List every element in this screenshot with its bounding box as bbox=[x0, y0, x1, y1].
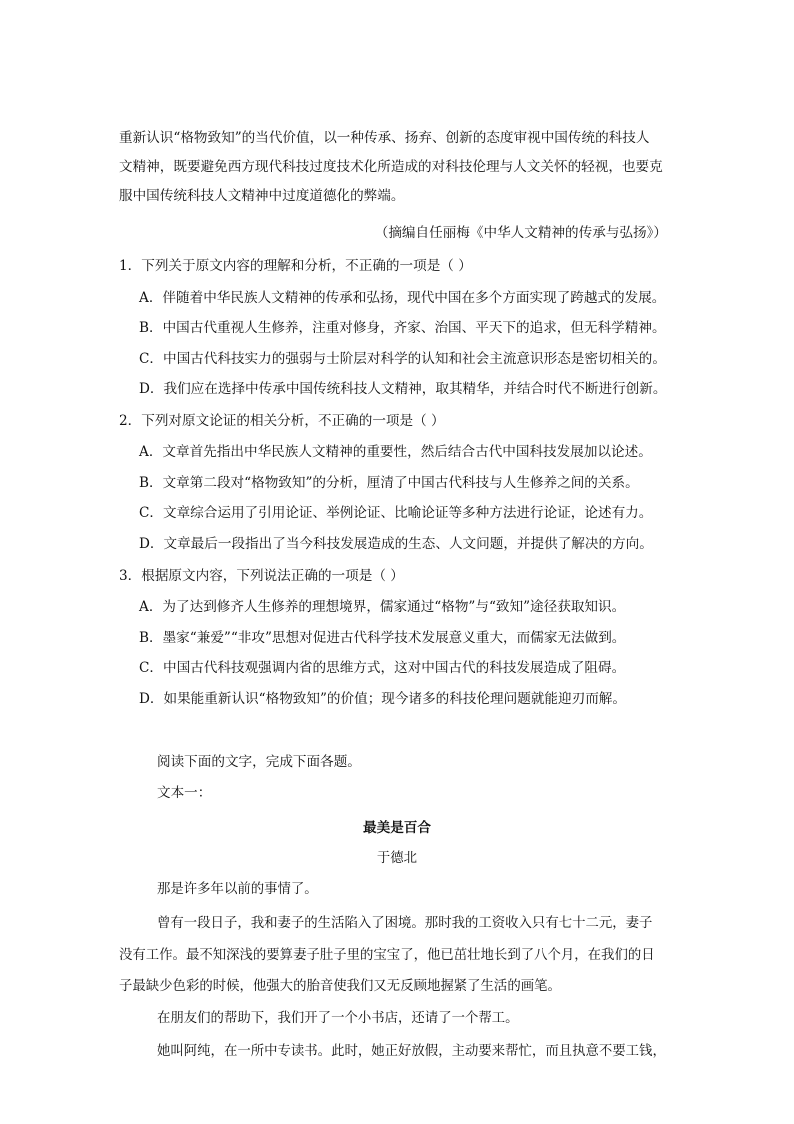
story-paragraph-2-line-1: 曾有一段日子，我和妻子的生活陷入了困境。那时我的工资收入只有七十二元，妻子 bbox=[157, 916, 653, 931]
question-2-option-a: A．文章首先指出中华民族人文精神的重要性，然后结合古代中国科技发展加以论述。 bbox=[139, 444, 652, 460]
question-1-stem: 1．下列关于原文内容的理解和分析，不正确的一项是（ ） bbox=[119, 258, 472, 274]
question-3-stem: 3．根据原文内容，下列说法正确的一项是（ ） bbox=[119, 568, 404, 584]
question-3-option-d: D．如果能重新认识“格物致知”的价值；现今诸多的科技伦理问题就能迎刃而解。 bbox=[139, 691, 626, 707]
passage-line-2: 文精神，既要避免西方现代科技过度技术化所造成的对科技伦理与人文关怀的轻视，也要克 bbox=[119, 159, 663, 175]
question-1-option-a: A．伴随着中华民族人文精神的传承和弘扬，现代中国在多个方面实现了跨越式的发展。 bbox=[139, 290, 666, 306]
story-author: 于德北 bbox=[376, 851, 418, 866]
story-paragraph-3: 在朋友们的帮助下，我们开了一个小书店，还请了一个帮工。 bbox=[157, 1011, 519, 1026]
question-1-option-c: C．中国古代科技实力的强弱与士阶层对科学的认知和社会主流意识形态是密切相关的。 bbox=[139, 351, 666, 367]
question-2-option-d: D．文章最后一段指出了当今科技发展造成的生态、人文问题，并提供了解决的方向。 bbox=[139, 536, 653, 552]
story-paragraph-2-line-2: 没有工作。最不知深浅的要算妻子肚子里的宝宝了，他已茁壮地长到了八个月，在我们的日 bbox=[119, 948, 655, 963]
question-1-option-d: D．我们应在选择中传承中国传统科技人文精神，取其精华，并结合时代不断进行创新。 bbox=[139, 381, 667, 397]
question-2-option-c: C．文章综合运用了引用论证、举例论证、比喻论证等多种方法进行论证，论述有力。 bbox=[139, 505, 653, 521]
question-1-option-b: B．中国古代重视人生修养，注重对修身，齐家、治国、平天下的追求，但无科学精神。 bbox=[139, 320, 666, 336]
story-paragraph-4: 她叫阿纯，在一所中专读书。此时，她正好放假，主动要来帮忙，而且执意不要工钱， bbox=[157, 1044, 666, 1059]
question-2-stem: 2．下列对原文论证的相关分析，不正确的一项是（ ） bbox=[119, 413, 445, 429]
passage-line-1: 重新认识“格物致知”的当代价值，以一种传承、扬弃、创新的态度审视中国传统的科技人 bbox=[119, 130, 650, 146]
question-3-option-c: C．中国古代科技观强调内省的思维方式，这对中国古代的科技发展造成了阻碍。 bbox=[139, 660, 626, 676]
passage-line-3: 服中国传统科技人文精神中过度道德化的弊端。 bbox=[119, 188, 405, 204]
story-paragraph-2-line-3: 子最缺少色彩的时候，他强大的胎音使我们又无反顾地握紧了生活的画笔。 bbox=[119, 979, 561, 994]
story-paragraph-1: 那是许多年以前的事情了。 bbox=[157, 882, 318, 897]
question-3-option-a: A．为了达到修齐人生修养的理想境界，儒家通过“格物”与“致知”途径获取知识。 bbox=[139, 599, 626, 615]
story-title: 最美是百合 bbox=[363, 820, 431, 836]
question-2-option-b: B．文章第二段对“格物致知”的分析，厘清了中国古代科技与人生修养之间的关系。 bbox=[139, 475, 639, 491]
text-one-label: 文本一： bbox=[157, 785, 212, 801]
passage-source: （摘编自任丽梅《中华人文精神的传承与弘扬》） bbox=[374, 225, 667, 241]
question-3-option-b: B．墨家“兼爱”“非攻”思想对促进古代科学技术发展意义重大，而儒家无法做到。 bbox=[139, 630, 626, 646]
reading-instruction: 阅读下面的文字，完成下面各题。 bbox=[157, 754, 361, 770]
